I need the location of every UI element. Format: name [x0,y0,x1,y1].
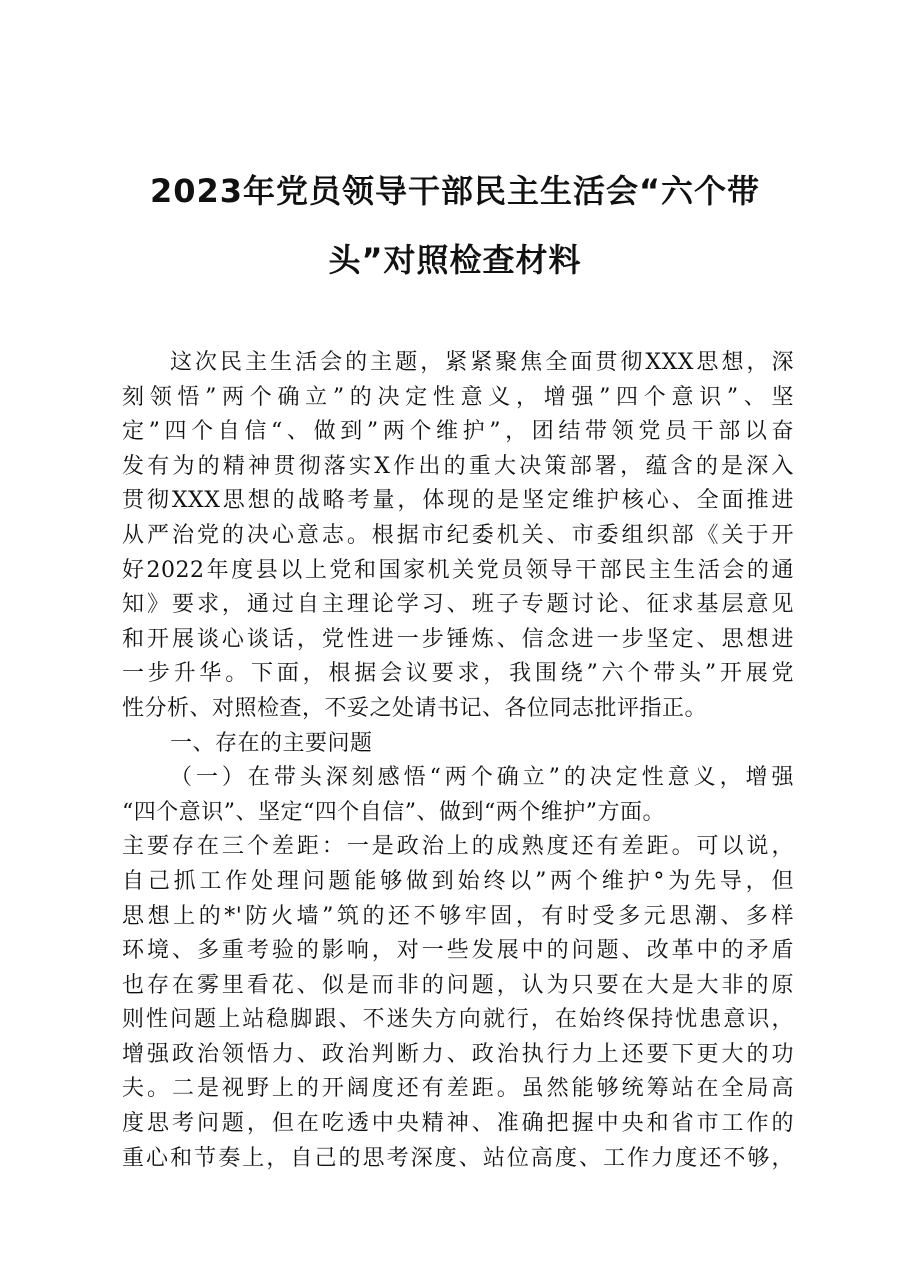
document-title-line-1: 2023年党员领导干部民主生活会“六个带 [149,172,761,210]
section-heading: 一、存在的主要问题 [170,730,373,756]
paragraph-line: 一步升华。下面，根据会议要求，我围绕”六个带头”开展党 [122,661,794,687]
paragraph-line: 环境、多重考验的影响，对一些发展中的问题、改革中的矛盾 [122,938,794,964]
paragraph-line: “四个意识”、坚定“四个自信”、做到“两个维护”方面。 [122,799,665,825]
paragraph-line: 这次民主生活会的主题，紧紧聚焦全面贯彻XXX思想，深 [170,350,794,375]
paragraph-line: 从严治党的决心意志。根据市纪委机关、市委组织部《关于开 [122,522,794,548]
paragraph-line: 刻领悟”两个确立”的决定性意义，增强”四个意识”、坚 [122,384,794,410]
paragraph-line: 思想上的*'防火墙”筑的还不够牢固，有时受多元思潮、多样 [122,903,794,929]
paragraph-line: 发有为的精神贯彻落实X作出的重大决策部署，蕴含的是深入 [122,453,794,479]
paragraph-line: 性分析、对照检查，不妥之处请书记、各位同志批评指正。 [122,695,708,721]
document-body [122,346,794,1176]
paragraph-line: 度思考问题，但在吃透中央精神、准确把握中央和省市工作的 [122,1111,794,1137]
paragraph-line: 自己抓工作处理问题能够做到始终以”两个维护°为先导，但 [122,868,794,894]
paragraph-line: 定”四个自信“、做到”两个维护”，团结带领党员干部以奋 [122,419,794,445]
paragraph-line: 和开展谈心谈话，党性进一步锤炼、信念进一步坚定、思想进 [122,626,794,652]
paragraph-line: 增强政治领悟力、政治判断力、政治执行力上还要下更大的功 [122,1041,794,1067]
paragraph-line: 夫。二是视野上的开阔度还有差距。虽然能够统筹站在全局高 [122,1076,794,1102]
paragraph-line: 则性问题上站稳脚跟、不迷失方向就行，在始终保持忧患意识， [122,1007,794,1033]
paragraph-line: （一）在带头深刻感悟“两个确立”的决定性意义，增强 [170,765,794,791]
paragraph-line: 重心和节奏上，自己的思考深度、站位高度、工作力度还不够， [122,1145,794,1171]
document-title-line-2: 头”对照检查材料 [328,241,582,279]
paragraph-line: 主要存在三个差距：一是政治上的成熟度还有差距。可以说， [122,834,794,860]
paragraph-line: 也存在雾里看花、似是而非的问题，认为只要在大是大非的原 [122,972,794,998]
paragraph-line: 贯彻XXX思想的战略考量，体现的是坚定维护核心、全面推进 [122,488,794,514]
paragraph-line: 知》要求，通过自主理论学习、班子专题讨论、征求基层意见 [122,592,794,618]
paragraph-line: 好2022年度县以上党和国家机关党员领导干部民主生活会的通 [122,557,794,583]
